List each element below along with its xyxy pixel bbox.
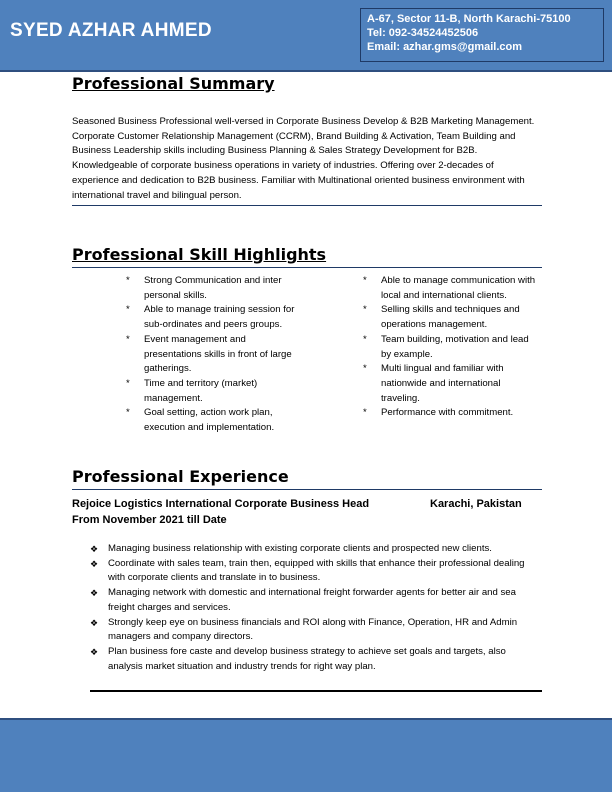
skills-right-column — [363, 274, 538, 421]
job-date: From November 2021 till Date — [72, 514, 227, 526]
asterisk-icon: * — [363, 275, 367, 286]
skills-divider — [72, 267, 542, 268]
duty-item: ❖ Coordinate with sales team, train then, equipped with skills that enhance their professional dealing with corporate clients and translate in to business. — [90, 557, 542, 586]
header-band — [0, 0, 612, 72]
experience-title: Professional Experience — [72, 467, 289, 486]
diamond-bullet-icon: ❖ — [90, 544, 99, 554]
address-line: A-67, Sector 11-B, North Karachi-75100 — [367, 13, 571, 25]
skill-item: * Selling skills and techniques and operations management. — [363, 303, 538, 332]
asterisk-icon: * — [126, 304, 130, 316]
skill-item: * Event management and presentations skills in front of large gatherings. — [126, 333, 301, 377]
asterisk-icon: * — [363, 407, 367, 419]
duty-item: ❖ Managing business relationship with existing corporate clients and prospected new clients. — [90, 542, 542, 557]
experience-end-divider — [90, 690, 542, 692]
phone-line: Tel: 092-34524452506 — [367, 27, 479, 39]
skill-item: * Multi lingual and familiar with nationwide and international traveling. — [363, 362, 538, 406]
footer-band — [0, 718, 612, 792]
asterisk-icon: * — [363, 333, 367, 345]
duty-item: ❖ Managing network with domestic and international freight forwarder agents for better air and sea freight charges and services. — [90, 586, 542, 615]
diamond-bullet-icon: ❖ — [90, 558, 99, 569]
skills-title: Professional Skill Highlights — [72, 245, 327, 264]
summary-text: Seasoned Business Professional well-versed in Corporate Business Develop & B2B Marketing Management. Corporate Customer Relationship Management (CCRM), Brand Building & Activation, Team Building and Business Leadership skills including Business Planning & Sales Strategy Development for B2B. Knowledgeable of corporate business operations in variety of industries. Offering over 2-decades of experience and dedication to B2B business. Familiar with Multinational oriented business environment with international travel and bilingual person. — [72, 116, 535, 201]
summary-divider — [72, 205, 542, 206]
skills-left-column — [126, 274, 301, 436]
diamond-bullet-icon: ❖ — [90, 588, 99, 599]
asterisk-icon: * — [126, 377, 130, 389]
email-line: Email: azhar.gms@gmail.com — [367, 41, 522, 53]
skill-item: * Time and territory (market) management. — [126, 377, 301, 406]
asterisk-icon: * — [126, 275, 130, 286]
diamond-bullet-icon: ❖ — [90, 617, 99, 628]
asterisk-icon: * — [126, 333, 130, 345]
job-location: Karachi, Pakistan — [430, 498, 522, 510]
diamond-bullet-icon: ❖ — [90, 646, 99, 657]
skill-item: * Able to manage training session for sub-ordinates and peers groups. — [126, 303, 301, 332]
contact-box — [360, 8, 604, 62]
duty-item: ❖ Plan business fore caste and develop business strategy to achieve set goals and targets, also analysis market situation and industry trends for right way plan. — [90, 645, 542, 674]
candidate-name: SYED AZHAR AHMED — [10, 20, 212, 41]
duties-list — [90, 542, 542, 674]
duty-item: ❖ Strongly keep eye on business financials and ROI along with Finance, Operation, HR and Admin managers and company directors. — [90, 616, 542, 645]
skill-item: * Performance with commitment. — [363, 406, 538, 421]
summary-title: Professional Summary — [72, 74, 275, 93]
asterisk-icon: * — [126, 407, 130, 419]
skill-item: * Able to manage communication with local and international clients. — [363, 274, 538, 303]
skill-item: * Goal setting, action work plan, execution and implementation. — [126, 406, 301, 435]
skill-item: * Strong Communication and inter personal skills. — [126, 274, 301, 303]
asterisk-icon: * — [363, 363, 367, 375]
job-company: Rejoice Logistics International Corporate Business Head — [72, 498, 370, 510]
skill-item: * Team building, motivation and lead by example. — [363, 333, 538, 362]
experience-divider — [72, 489, 542, 490]
asterisk-icon: * — [363, 304, 367, 316]
